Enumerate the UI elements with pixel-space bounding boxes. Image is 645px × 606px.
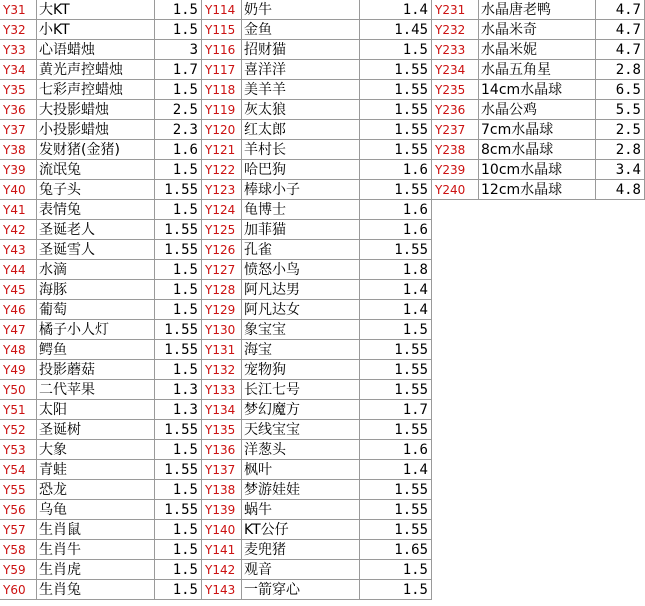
item-name-cell[interactable]: 葡萄 — [37, 300, 155, 320]
table-row — [0, 200, 645, 220]
table-row — [0, 40, 645, 60]
item-name-cell[interactable]: 红太郎 — [242, 120, 360, 140]
item-name-cell[interactable]: 观音 — [242, 560, 360, 580]
item-name-cell[interactable]: 阿凡达男 — [242, 280, 360, 300]
item-name-cell[interactable]: 乌龟 — [37, 500, 155, 520]
item-name-cell[interactable]: 水晶公鸡 — [479, 100, 596, 120]
table-row — [0, 480, 645, 500]
item-name-cell[interactable]: 一箭穿心 — [242, 580, 360, 600]
item-code-cell[interactable]: Y34 — [0, 60, 37, 80]
item-code-cell[interactable]: Y116 — [202, 40, 242, 60]
item-code-cell[interactable]: Y47 — [0, 320, 37, 340]
item-price-cell[interactable]: 1.55 — [360, 500, 432, 520]
item-price-cell[interactable]: 1.4 — [360, 0, 432, 20]
item-price-cell[interactable]: 1.8 — [360, 260, 432, 280]
item-price-cell[interactable]: 1.55 — [360, 80, 432, 100]
item-price-cell[interactable]: 1.6 — [360, 160, 432, 180]
item-name-cell[interactable]: KT公仔 — [242, 520, 360, 540]
item-name-cell[interactable]: 水晶米妮 — [479, 40, 596, 60]
table-row — [0, 400, 645, 420]
item-code-cell[interactable]: Y55 — [0, 480, 37, 500]
item-code-cell[interactable]: Y123 — [202, 180, 242, 200]
item-price-cell[interactable]: 1.6 — [155, 140, 202, 160]
item-code-cell[interactable]: Y32 — [0, 20, 37, 40]
item-price-cell[interactable]: 1.5 — [155, 0, 202, 20]
item-code-cell[interactable]: Y231 — [432, 0, 479, 20]
item-name-cell[interactable]: 招财猫 — [242, 40, 360, 60]
item-code-cell[interactable]: Y233 — [432, 40, 479, 60]
item-name-cell[interactable]: 羊村长 — [242, 140, 360, 160]
table-row — [0, 100, 645, 120]
item-code-cell[interactable]: Y142 — [202, 560, 242, 580]
item-price-cell[interactable]: 1.55 — [155, 500, 202, 520]
item-code-cell[interactable]: Y239 — [432, 160, 479, 180]
item-code-cell[interactable]: Y115 — [202, 20, 242, 40]
item-code-cell[interactable]: Y237 — [432, 120, 479, 140]
item-name-cell[interactable]: 大象 — [37, 440, 155, 460]
item-code-cell[interactable]: Y117 — [202, 60, 242, 80]
item-price-cell[interactable]: 1.55 — [360, 480, 432, 500]
item-name-cell[interactable]: 圣诞老人 — [37, 220, 155, 240]
item-name-cell[interactable]: 梦游娃娃 — [242, 480, 360, 500]
item-price-cell[interactable]: 1.5 — [155, 440, 202, 460]
item-code-cell[interactable]: Y128 — [202, 280, 242, 300]
item-code-cell[interactable]: Y46 — [0, 300, 37, 320]
item-price-cell[interactable]: 1.55 — [360, 360, 432, 380]
item-price-cell[interactable]: 1.5 — [155, 280, 202, 300]
item-price-cell[interactable]: 2.5 — [596, 120, 645, 140]
item-name-cell[interactable]: 美羊羊 — [242, 80, 360, 100]
item-code-cell[interactable]: Y234 — [432, 60, 479, 80]
item-price-cell[interactable]: 1.5 — [155, 80, 202, 100]
item-code-cell[interactable]: Y31 — [0, 0, 37, 20]
item-price-cell[interactable]: 1.55 — [360, 520, 432, 540]
item-price-cell[interactable]: 1.55 — [360, 140, 432, 160]
table-row — [0, 340, 645, 360]
item-price-cell[interactable]: 1.55 — [360, 380, 432, 400]
item-price-cell[interactable]: 1.5 — [155, 520, 202, 540]
item-code-cell[interactable]: Y48 — [0, 340, 37, 360]
table-row — [0, 0, 645, 20]
item-code-cell[interactable]: Y58 — [0, 540, 37, 560]
item-name-cell[interactable]: 洋葱头 — [242, 440, 360, 460]
item-code-cell[interactable]: Y132 — [202, 360, 242, 380]
item-price-cell[interactable]: 2.8 — [596, 60, 645, 80]
item-name-cell[interactable]: 流氓兔 — [37, 160, 155, 180]
item-code-cell[interactable]: Y131 — [202, 340, 242, 360]
item-code-cell[interactable]: Y39 — [0, 160, 37, 180]
item-price-cell[interactable]: 4.7 — [596, 40, 645, 60]
item-name-cell[interactable]: 鳄鱼 — [37, 340, 155, 360]
item-name-cell[interactable]: 阿凡达女 — [242, 300, 360, 320]
item-code-cell[interactable]: Y129 — [202, 300, 242, 320]
item-name-cell[interactable]: 兔子头 — [37, 180, 155, 200]
item-price-cell[interactable]: 1.55 — [155, 320, 202, 340]
table-row — [0, 240, 645, 260]
table-row — [0, 440, 645, 460]
item-name-cell[interactable]: 象宝宝 — [242, 320, 360, 340]
item-price-cell[interactable]: 1.4 — [360, 300, 432, 320]
table-row — [0, 560, 645, 580]
item-code-cell[interactable]: Y56 — [0, 500, 37, 520]
item-name-cell[interactable]: 心语蜡烛 — [37, 40, 155, 60]
item-code-cell[interactable]: Y59 — [0, 560, 37, 580]
item-code-cell[interactable]: Y54 — [0, 460, 37, 480]
item-price-cell[interactable]: 1.3 — [155, 380, 202, 400]
item-code-cell[interactable]: Y126 — [202, 240, 242, 260]
item-price-cell[interactable]: 1.45 — [360, 20, 432, 40]
item-code-cell[interactable]: Y45 — [0, 280, 37, 300]
item-price-cell[interactable]: 1.6 — [360, 220, 432, 240]
item-price-cell[interactable]: 1.5 — [155, 580, 202, 600]
table-row — [0, 180, 645, 200]
item-code-cell[interactable]: Y125 — [202, 220, 242, 240]
table-row — [0, 320, 645, 340]
item-code-cell[interactable]: Y49 — [0, 360, 37, 380]
item-code-cell[interactable]: Y118 — [202, 80, 242, 100]
item-price-cell[interactable]: 1.55 — [155, 180, 202, 200]
item-price-cell[interactable]: 1.5 — [155, 200, 202, 220]
item-price-cell[interactable]: 1.65 — [360, 540, 432, 560]
item-code-cell[interactable]: Y235 — [432, 80, 479, 100]
item-name-cell[interactable]: 麦兜猪 — [242, 540, 360, 560]
item-name-cell[interactable]: 水滴 — [37, 260, 155, 280]
item-name-cell[interactable]: 投影蘑菇 — [37, 360, 155, 380]
table-row — [0, 20, 645, 40]
item-code-cell[interactable]: Y60 — [0, 580, 37, 600]
item-name-cell[interactable]: 海豚 — [37, 280, 155, 300]
item-price-cell[interactable]: 5.5 — [596, 100, 645, 120]
item-price-cell[interactable]: 1.5 — [155, 260, 202, 280]
table-row — [0, 380, 645, 400]
item-name-cell[interactable]: 圣诞树 — [37, 420, 155, 440]
item-name-cell[interactable]: 14cm水晶球 — [479, 80, 596, 100]
item-price-cell[interactable]: 1.6 — [360, 440, 432, 460]
item-code-cell[interactable]: Y130 — [202, 320, 242, 340]
item-price-cell[interactable]: 1.55 — [360, 240, 432, 260]
item-code-cell[interactable]: Y36 — [0, 100, 37, 120]
table-row — [0, 160, 645, 180]
table-row — [0, 500, 645, 520]
item-code-cell[interactable]: Y236 — [432, 100, 479, 120]
table-row — [0, 420, 645, 440]
table-row — [0, 300, 645, 320]
item-code-cell[interactable]: Y124 — [202, 200, 242, 220]
item-price-cell[interactable]: 2.3 — [155, 120, 202, 140]
item-name-cell[interactable]: 二代苹果 — [37, 380, 155, 400]
item-price-cell[interactable]: 1.4 — [360, 460, 432, 480]
item-price-cell[interactable]: 1.55 — [155, 240, 202, 260]
item-name-cell[interactable]: 七彩声控蜡烛 — [37, 80, 155, 100]
item-code-cell[interactable]: Y138 — [202, 480, 242, 500]
item-code-cell[interactable]: Y40 — [0, 180, 37, 200]
item-name-cell[interactable]: 橘子小人灯 — [37, 320, 155, 340]
item-code-cell[interactable]: Y119 — [202, 100, 242, 120]
table-row — [0, 260, 645, 280]
item-code-cell[interactable]: Y53 — [0, 440, 37, 460]
item-name-cell[interactable]: 水晶五角星 — [479, 60, 596, 80]
item-code-cell[interactable]: Y143 — [202, 580, 242, 600]
item-price-cell[interactable]: 1.55 — [155, 340, 202, 360]
item-price-cell[interactable]: 6.5 — [596, 80, 645, 100]
item-name-cell[interactable]: 天线宝宝 — [242, 420, 360, 440]
item-price-cell[interactable]: 1.4 — [360, 280, 432, 300]
item-name-cell[interactable]: 梦幻魔方 — [242, 400, 360, 420]
item-code-cell[interactable]: Y42 — [0, 220, 37, 240]
item-price-cell[interactable]: 1.55 — [155, 460, 202, 480]
item-code-cell[interactable]: Y141 — [202, 540, 242, 560]
item-name-cell[interactable]: 灰太狼 — [242, 100, 360, 120]
item-price-cell[interactable]: 1.5 — [155, 560, 202, 580]
item-price-cell[interactable]: 1.5 — [155, 20, 202, 40]
item-name-cell[interactable]: 喜洋洋 — [242, 60, 360, 80]
item-code-cell[interactable]: Y232 — [432, 20, 479, 40]
item-price-cell[interactable]: 1.55 — [360, 340, 432, 360]
item-code-cell[interactable]: Y52 — [0, 420, 37, 440]
item-code-cell[interactable]: Y240 — [432, 180, 479, 200]
item-name-cell[interactable]: 加菲猫 — [242, 220, 360, 240]
item-code-cell[interactable]: Y38 — [0, 140, 37, 160]
item-code-cell[interactable]: Y41 — [0, 200, 37, 220]
table-row — [0, 580, 645, 600]
item-price-cell[interactable]: 4.8 — [596, 180, 645, 200]
item-name-cell[interactable]: 表情兔 — [37, 200, 155, 220]
table-row — [0, 460, 645, 480]
item-price-cell[interactable]: 1.5 — [155, 540, 202, 560]
item-code-cell[interactable]: Y44 — [0, 260, 37, 280]
table-row — [0, 280, 645, 300]
item-name-cell[interactable]: 12cm水晶球 — [479, 180, 596, 200]
item-name-cell[interactable]: 金鱼 — [242, 20, 360, 40]
item-name-cell[interactable]: 青蛙 — [37, 460, 155, 480]
item-price-cell[interactable]: 1.55 — [360, 100, 432, 120]
item-price-cell[interactable]: 1.55 — [360, 120, 432, 140]
item-name-cell[interactable]: 10cm水晶球 — [479, 160, 596, 180]
item-name-cell[interactable]: 圣诞雪人 — [37, 240, 155, 260]
item-price-cell[interactable]: 3 — [155, 40, 202, 60]
item-price-cell[interactable]: 2.5 — [155, 100, 202, 120]
table-row — [0, 140, 645, 160]
item-price-cell[interactable]: 1.55 — [360, 180, 432, 200]
item-code-cell[interactable]: Y120 — [202, 120, 242, 140]
item-price-cell[interactable]: 1.5 — [360, 320, 432, 340]
item-price-cell[interactable]: 4.7 — [596, 20, 645, 40]
item-code-cell[interactable]: Y37 — [0, 120, 37, 140]
item-code-cell[interactable]: Y33 — [0, 40, 37, 60]
item-code-cell[interactable]: Y121 — [202, 140, 242, 160]
item-name-cell[interactable]: 长江七号 — [242, 380, 360, 400]
item-name-cell[interactable]: 海宝 — [242, 340, 360, 360]
item-code-cell[interactable]: Y43 — [0, 240, 37, 260]
item-code-cell[interactable]: Y114 — [202, 0, 242, 20]
item-name-cell[interactable]: 水晶米奇 — [479, 20, 596, 40]
item-name-cell[interactable]: 小KT — [37, 20, 155, 40]
table-row — [0, 520, 645, 540]
item-name-cell[interactable]: 生肖牛 — [37, 540, 155, 560]
table-row — [0, 540, 645, 560]
table-row — [0, 220, 645, 240]
item-name-cell[interactable]: 8cm水晶球 — [479, 140, 596, 160]
item-name-cell[interactable]: 恐龙 — [37, 480, 155, 500]
item-code-cell[interactable]: Y57 — [0, 520, 37, 540]
item-code-cell[interactable]: Y134 — [202, 400, 242, 420]
item-name-cell[interactable]: 龟博士 — [242, 200, 360, 220]
item-price-cell[interactable]: 1.3 — [155, 400, 202, 420]
item-price-cell[interactable]: 1.5 — [155, 160, 202, 180]
item-price-cell[interactable]: 1.55 — [360, 420, 432, 440]
item-code-cell[interactable]: Y122 — [202, 160, 242, 180]
item-price-cell[interactable]: 1.55 — [360, 60, 432, 80]
item-code-cell[interactable]: Y50 — [0, 380, 37, 400]
item-code-cell[interactable]: Y51 — [0, 400, 37, 420]
table-row — [0, 360, 645, 380]
item-price-cell[interactable]: 1.6 — [360, 200, 432, 220]
item-name-cell[interactable]: 孔雀 — [242, 240, 360, 260]
item-name-cell[interactable]: 棒球小子 — [242, 180, 360, 200]
item-name-cell[interactable]: 愤怒小鸟 — [242, 260, 360, 280]
item-code-cell[interactable]: Y137 — [202, 460, 242, 480]
item-name-cell[interactable]: 蜗牛 — [242, 500, 360, 520]
table-row — [0, 120, 645, 140]
item-price-cell[interactable]: 3.4 — [596, 160, 645, 180]
item-name-cell[interactable]: 奶牛 — [242, 0, 360, 20]
item-price-cell[interactable]: 1.55 — [155, 220, 202, 240]
item-name-cell[interactable]: 水晶唐老鸭 — [479, 0, 596, 20]
table-row — [0, 60, 645, 80]
item-name-cell[interactable]: 太阳 — [37, 400, 155, 420]
item-name-cell[interactable]: 7cm水晶球 — [479, 120, 596, 140]
item-code-cell[interactable]: Y136 — [202, 440, 242, 460]
item-price-cell[interactable]: 1.5 — [155, 360, 202, 380]
item-price-cell[interactable]: 1.5 — [155, 300, 202, 320]
item-name-cell[interactable]: 生肖兔 — [37, 580, 155, 600]
item-price-cell[interactable]: 1.7 — [360, 400, 432, 420]
item-code-cell[interactable]: Y135 — [202, 420, 242, 440]
item-price-cell[interactable]: 1.5 — [155, 480, 202, 500]
item-price-cell[interactable]: 2.8 — [596, 140, 645, 160]
table-row — [0, 80, 645, 100]
item-price-cell[interactable]: 1.55 — [155, 420, 202, 440]
item-name-cell[interactable]: 小投影蜡烛 — [37, 120, 155, 140]
item-price-cell[interactable]: 4.7 — [596, 0, 645, 20]
item-name-cell[interactable]: 生肖虎 — [37, 560, 155, 580]
item-code-cell[interactable]: Y238 — [432, 140, 479, 160]
item-price-cell[interactable]: 1.7 — [155, 60, 202, 80]
item-name-cell[interactable]: 枫叶 — [242, 460, 360, 480]
item-price-cell[interactable]: 1.5 — [360, 560, 432, 580]
item-name-cell[interactable]: 宠物狗 — [242, 360, 360, 380]
item-code-cell[interactable]: Y139 — [202, 500, 242, 520]
item-name-cell[interactable]: 黄光声控蜡烛 — [37, 60, 155, 80]
item-code-cell[interactable]: Y140 — [202, 520, 242, 540]
item-price-cell[interactable]: 1.5 — [360, 40, 432, 60]
item-code-cell[interactable]: Y127 — [202, 260, 242, 280]
item-name-cell[interactable]: 哈巴狗 — [242, 160, 360, 180]
item-name-cell[interactable]: 大KT — [37, 0, 155, 20]
item-price-cell[interactable]: 1.5 — [360, 580, 432, 600]
item-name-cell[interactable]: 大投影蜡烛 — [37, 100, 155, 120]
item-name-cell[interactable]: 发财猪(金猪) — [37, 140, 155, 160]
item-code-cell[interactable]: Y35 — [0, 80, 37, 100]
item-name-cell[interactable]: 生肖鼠 — [37, 520, 155, 540]
item-code-cell[interactable]: Y133 — [202, 380, 242, 400]
